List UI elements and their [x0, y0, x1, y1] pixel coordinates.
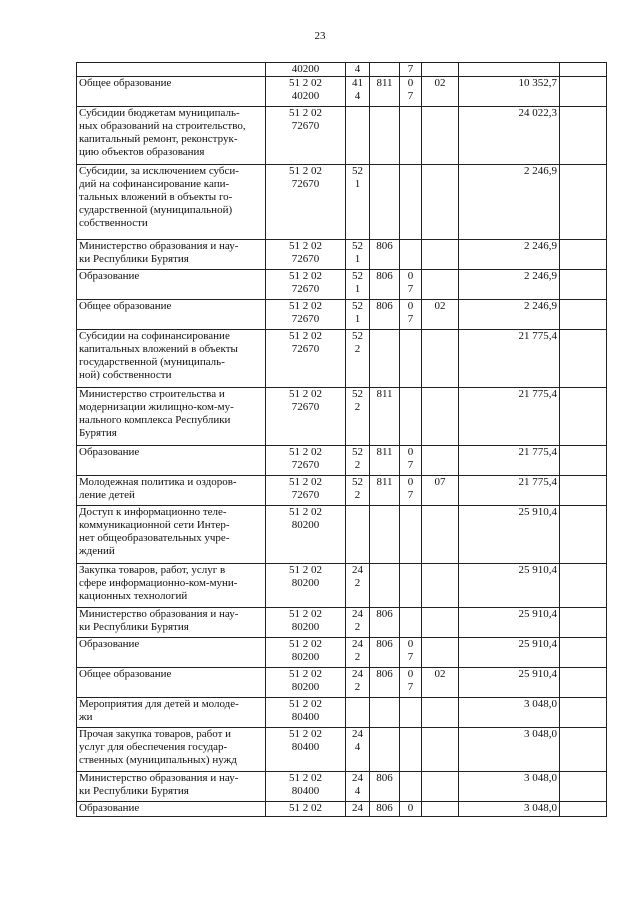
- row-extra-cell: [560, 506, 607, 564]
- table-row: [77, 638, 607, 668]
- table-row: [77, 446, 607, 476]
- table-row: [77, 107, 607, 165]
- row-expense-type: 24 2: [346, 638, 370, 668]
- row-subsection: [422, 802, 459, 817]
- row-name: Образование: [77, 446, 266, 476]
- row-section: 7: [400, 63, 422, 77]
- table-row: [77, 165, 607, 240]
- table-body: [77, 63, 607, 817]
- row-section: [400, 506, 422, 564]
- row-subsection: [422, 608, 459, 638]
- row-ministry-code: 806: [370, 638, 400, 668]
- row-amount: 24 022,3: [459, 107, 560, 165]
- row-name: Общее образование: [77, 77, 266, 107]
- row-subsection: [422, 506, 459, 564]
- row-section: 0 7: [400, 668, 422, 698]
- row-target-article: 51 2 02 72670: [266, 446, 346, 476]
- row-amount: 10 352,7: [459, 77, 560, 107]
- page-number: 23: [314, 30, 326, 42]
- row-extra-cell: [560, 446, 607, 476]
- row-ministry-code: [370, 564, 400, 608]
- row-section: [400, 608, 422, 638]
- row-extra-cell: [560, 608, 607, 638]
- row-expense-type: 4: [346, 63, 370, 77]
- row-target-article: 51 2 02 80400: [266, 698, 346, 728]
- row-ministry-code: 811: [370, 446, 400, 476]
- row-section: 0: [400, 802, 422, 817]
- row-extra-cell: [560, 330, 607, 388]
- row-extra-cell: [560, 564, 607, 608]
- row-extra-cell: [560, 638, 607, 668]
- row-section: 0 7: [400, 446, 422, 476]
- row-expense-type: 24: [346, 802, 370, 817]
- row-target-article: 51 2 02 80200: [266, 638, 346, 668]
- table-row: [77, 300, 607, 330]
- row-target-article: 51 2 02 72670: [266, 300, 346, 330]
- row-name: [77, 63, 266, 77]
- row-section: [400, 165, 422, 240]
- row-extra-cell: [560, 728, 607, 772]
- row-ministry-code: 806: [370, 270, 400, 300]
- row-extra-cell: [560, 476, 607, 506]
- row-target-article: 51 2 02 80200: [266, 506, 346, 564]
- row-expense-type: [346, 698, 370, 728]
- row-ministry-code: 806: [370, 300, 400, 330]
- row-expense-type: 41 4: [346, 77, 370, 107]
- row-target-article: 51 2 02 80200: [266, 608, 346, 638]
- row-target-article: 51 2 02 80400: [266, 728, 346, 772]
- row-amount: 3 048,0: [459, 728, 560, 772]
- row-section: 0 7: [400, 638, 422, 668]
- table-row: [77, 564, 607, 608]
- row-expense-type: 52 2: [346, 476, 370, 506]
- row-ministry-code: [370, 330, 400, 388]
- row-section: 0 7: [400, 77, 422, 107]
- row-name: Доступ к информационно теле- коммуникационной сети Интер- нет общеобразовательных учре- ждений: [77, 506, 266, 564]
- row-name: Образование: [77, 802, 266, 817]
- row-amount: 3 048,0: [459, 772, 560, 802]
- table-row: [77, 240, 607, 270]
- row-extra-cell: [560, 300, 607, 330]
- row-expense-type: 52 1: [346, 165, 370, 240]
- row-expense-type: [346, 107, 370, 165]
- table-row: [77, 608, 607, 638]
- row-section: [400, 772, 422, 802]
- row-target-article: 51 2 02 72670: [266, 476, 346, 506]
- row-subsection: [422, 698, 459, 728]
- row-subsection: [422, 270, 459, 300]
- budget-table: [76, 62, 607, 817]
- row-target-article: 40200: [266, 63, 346, 77]
- row-expense-type: 52 1: [346, 300, 370, 330]
- row-subsection: [422, 388, 459, 446]
- row-amount: 21 775,4: [459, 388, 560, 446]
- row-subsection: 07: [422, 476, 459, 506]
- table-row: [77, 388, 607, 446]
- row-name: Министерство строительства и модернизации жилищно-ком-му- нального комплекса Республики Бурятия: [77, 388, 266, 446]
- row-amount: 25 910,4: [459, 564, 560, 608]
- row-ministry-code: [370, 63, 400, 77]
- table-row: [77, 506, 607, 564]
- row-target-article: 51 2 02 72670: [266, 388, 346, 446]
- table-row: [77, 270, 607, 300]
- row-extra-cell: [560, 698, 607, 728]
- row-expense-type: 52 2: [346, 388, 370, 446]
- row-extra-cell: [560, 802, 607, 817]
- row-target-article: 51 2 02 80400: [266, 772, 346, 802]
- row-ministry-code: [370, 506, 400, 564]
- table-row: [77, 698, 607, 728]
- row-name: Мероприятия для детей и молоде- жи: [77, 698, 266, 728]
- row-subsection: [422, 63, 459, 77]
- row-section: [400, 388, 422, 446]
- row-subsection: [422, 330, 459, 388]
- table-row: [77, 728, 607, 772]
- row-ministry-code: [370, 165, 400, 240]
- row-extra-cell: [560, 77, 607, 107]
- row-expense-type: 24 4: [346, 772, 370, 802]
- row-extra-cell: [560, 772, 607, 802]
- row-ministry-code: 811: [370, 476, 400, 506]
- row-target-article: 51 2 02 72670: [266, 270, 346, 300]
- row-expense-type: 52 1: [346, 270, 370, 300]
- row-section: 0 7: [400, 476, 422, 506]
- table-row: [77, 330, 607, 388]
- row-extra-cell: [560, 388, 607, 446]
- row-amount: 21 775,4: [459, 330, 560, 388]
- row-ministry-code: 806: [370, 802, 400, 817]
- row-subsection: [422, 240, 459, 270]
- row-name: Молодежная политика и оздоров- ление детей: [77, 476, 266, 506]
- row-ministry-code: 811: [370, 77, 400, 107]
- row-name: Министерство образования и нау- ки Республики Бурятия: [77, 772, 266, 802]
- row-amount: 3 048,0: [459, 802, 560, 817]
- row-target-article: 51 2 02 72670: [266, 240, 346, 270]
- row-target-article: 51 2 02 80200: [266, 564, 346, 608]
- row-expense-type: 52 2: [346, 330, 370, 388]
- row-subsection: [422, 638, 459, 668]
- row-amount: 2 246,9: [459, 240, 560, 270]
- row-name: Общее образование: [77, 668, 266, 698]
- row-name: Образование: [77, 638, 266, 668]
- row-amount: 21 775,4: [459, 476, 560, 506]
- row-section: 0 7: [400, 300, 422, 330]
- row-target-article: 51 2 02 40200: [266, 77, 346, 107]
- row-name: Субсидии бюджетам муниципаль- ных образований на строительство, капитальный ремонт, реконструк- цию объектов образования: [77, 107, 266, 165]
- row-extra-cell: [560, 63, 607, 77]
- row-target-article: 51 2 02 72670: [266, 165, 346, 240]
- row-name: Прочая закупка товаров, работ и услуг для обеспечения государ- ственных (муниципальных) нужд: [77, 728, 266, 772]
- row-extra-cell: [560, 240, 607, 270]
- row-ministry-code: 806: [370, 772, 400, 802]
- row-expense-type: [346, 506, 370, 564]
- row-name: Общее образование: [77, 300, 266, 330]
- row-section: [400, 107, 422, 165]
- row-name: Министерство образования и нау- ки Республики Бурятия: [77, 608, 266, 638]
- row-amount: [459, 63, 560, 77]
- row-ministry-code: 806: [370, 668, 400, 698]
- row-subsection: 02: [422, 300, 459, 330]
- row-name: Субсидии, за исключением субси- дий на софинансирование капи- тальных вложений в объекты го- сударственной (муниципальной) собственности: [77, 165, 266, 240]
- row-ministry-code: 811: [370, 388, 400, 446]
- table-row: [77, 772, 607, 802]
- table-row: [77, 63, 607, 77]
- row-extra-cell: [560, 165, 607, 240]
- row-target-article: 51 2 02: [266, 802, 346, 817]
- row-amount: 2 246,9: [459, 165, 560, 240]
- table-row: [77, 476, 607, 506]
- row-target-article: 51 2 02 72670: [266, 107, 346, 165]
- row-name: Субсидии на софинансирование капитальных вложений в объекты государственной (муниципаль- ной) собственности: [77, 330, 266, 388]
- row-name: Образование: [77, 270, 266, 300]
- row-ministry-code: [370, 107, 400, 165]
- row-section: [400, 240, 422, 270]
- row-ministry-code: [370, 728, 400, 772]
- row-ministry-code: [370, 698, 400, 728]
- row-subsection: [422, 728, 459, 772]
- row-amount: 25 910,4: [459, 638, 560, 668]
- row-target-article: 51 2 02 72670: [266, 330, 346, 388]
- row-name: Министерство образования и нау- ки Республики Бурятия: [77, 240, 266, 270]
- row-extra-cell: [560, 668, 607, 698]
- row-section: [400, 728, 422, 772]
- table-row: [77, 77, 607, 107]
- row-subsection: [422, 772, 459, 802]
- row-subsection: [422, 165, 459, 240]
- row-amount: 2 246,9: [459, 270, 560, 300]
- row-expense-type: 24 2: [346, 608, 370, 638]
- table-row: [77, 668, 607, 698]
- row-section: [400, 698, 422, 728]
- row-name: Закупка товаров, работ, услуг в сфере информационно-ком-муни- кационных технологий: [77, 564, 266, 608]
- row-extra-cell: [560, 270, 607, 300]
- row-extra-cell: [560, 107, 607, 165]
- row-amount: 25 910,4: [459, 668, 560, 698]
- row-ministry-code: 806: [370, 240, 400, 270]
- row-section: [400, 330, 422, 388]
- row-ministry-code: 806: [370, 608, 400, 638]
- row-amount: 2 246,9: [459, 300, 560, 330]
- row-subsection: [422, 446, 459, 476]
- row-subsection: [422, 107, 459, 165]
- row-target-article: 51 2 02 80200: [266, 668, 346, 698]
- row-expense-type: 52 2: [346, 446, 370, 476]
- row-amount: 25 910,4: [459, 506, 560, 564]
- row-subsection: [422, 564, 459, 608]
- row-subsection: 02: [422, 668, 459, 698]
- row-section: [400, 564, 422, 608]
- row-expense-type: 24 2: [346, 564, 370, 608]
- row-amount: 3 048,0: [459, 698, 560, 728]
- row-expense-type: 24 2: [346, 668, 370, 698]
- row-expense-type: 24 4: [346, 728, 370, 772]
- row-amount: 21 775,4: [459, 446, 560, 476]
- row-expense-type: 52 1: [346, 240, 370, 270]
- row-section: 0 7: [400, 270, 422, 300]
- row-subsection: 02: [422, 77, 459, 107]
- row-amount: 25 910,4: [459, 608, 560, 638]
- table-row: [77, 802, 607, 817]
